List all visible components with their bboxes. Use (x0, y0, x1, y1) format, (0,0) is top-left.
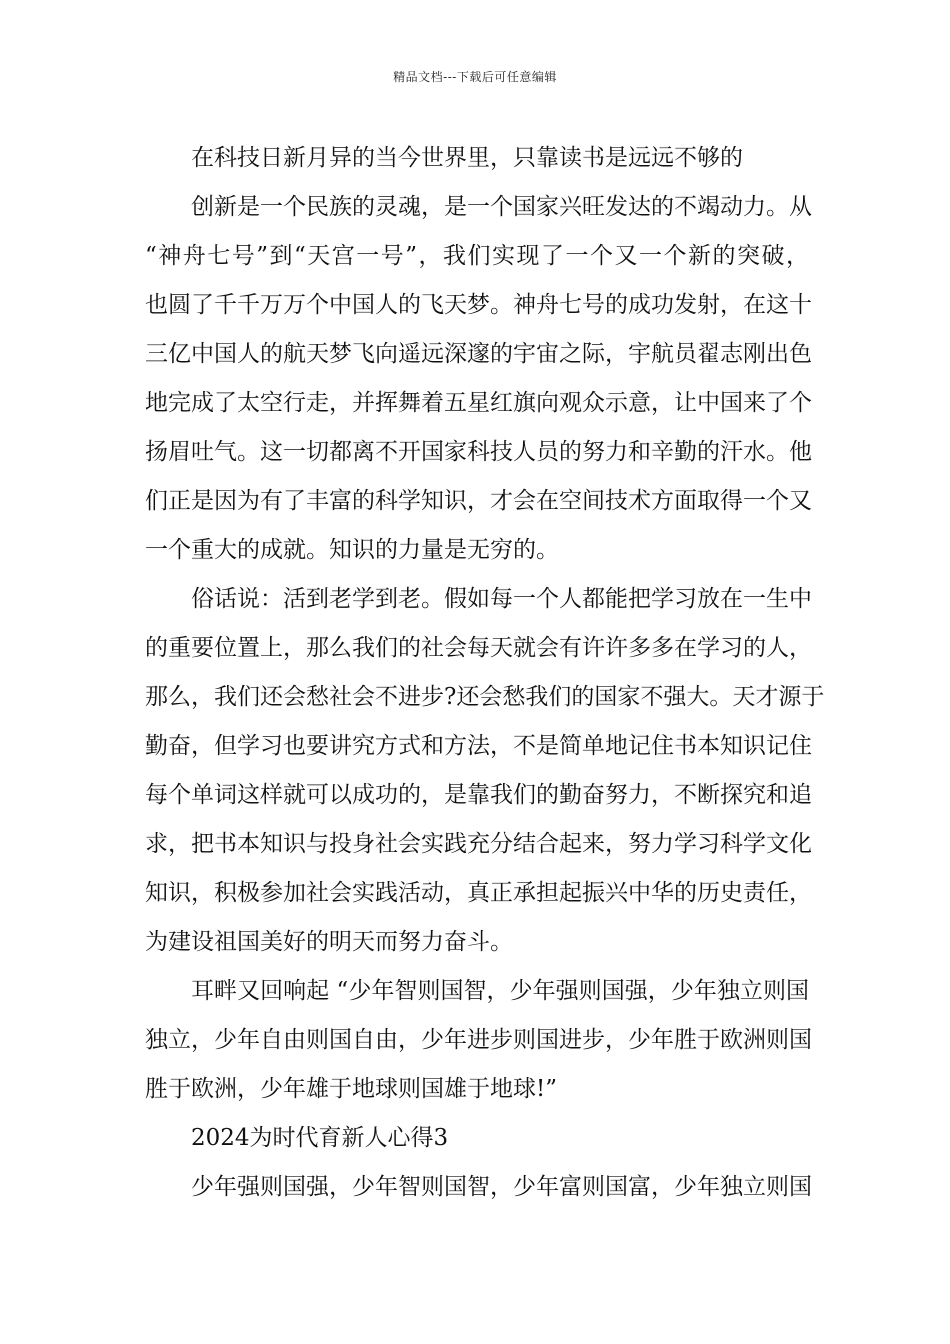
paragraph-line: 创新是一个民族的灵魂，是一个国家兴旺发达的不竭动力。从 (191, 194, 812, 220)
paragraph-2 (145, 183, 812, 575)
paragraph-line: 三亿中国人的航天梦飞向遥远深邃的宇宙之际，宇航员翟志刚出色 (145, 341, 812, 367)
paragraph-3 (145, 575, 825, 967)
paragraph-line: 知识，积极参加社会实践活动，真正承担起振兴中华的历史责任， (145, 880, 812, 906)
paragraph-line: 一个重大的成就。知识的力量是无穷的。 (145, 537, 559, 563)
paragraph-line: 求，把书本知识与投身社会实践充分结合起来，努力学习科学文化 (145, 831, 812, 857)
paragraph-line: 们正是因为有了丰富的科学知识，才会在空间技术方面取得一个又 (145, 488, 812, 514)
paragraph-line: 在科技日新月异的当今世界里，只靠读书是远远不够的 (191, 145, 743, 171)
paragraph-line: 耳畔又回响起 “少年智则国智，少年强则国强，少年独立则国 (191, 978, 809, 1004)
paragraph-6 (145, 1163, 812, 1212)
paragraph-line: 那么，我们还会愁社会不进步?还会愁我们的国家不强大。天才源于 (145, 684, 825, 710)
paragraph-4 (145, 967, 812, 1114)
paragraph-line: 少年强则国强，少年智则国智，少年富则国富，少年独立则国 (191, 1174, 812, 1200)
paragraph-line: 也圆了千千万万个中国人的飞天梦。神舟七号的成功发射，在这十 (145, 292, 812, 318)
paragraph-line: 地完成了太空行走，并挥舞着五星红旗向观众示意，让中国来了个 (145, 390, 812, 416)
paragraph-line: 俗话说：活到老学到老。假如每一个人都能把学习放在一生中 (191, 586, 812, 612)
paragraph-line: 独立，少年自由则国自由，少年进步则国进步，少年胜于欧洲则国 (145, 1027, 812, 1053)
paragraph-line: 勤奋，但学习也要讲究方式和方法，不是简单地记住书本知识记住 (145, 733, 812, 759)
section-heading (145, 1114, 809, 1163)
paragraph-line: 胜于欧洲，少年雄于地球则国雄于地球!” (145, 1076, 558, 1102)
paragraph-line: 2024为时代育新人心得3 (191, 1125, 449, 1151)
paragraph-line: 的重要位置上，那么我们的社会每天就会有许许多多在学习的人， (145, 635, 812, 661)
paragraph-line: “神舟七号”到“天宫一号”，我们实现了一个又一个新的突破， (145, 243, 809, 269)
paragraph-line: 扬眉吐气。这一切都离不开国家科技人员的努力和辛勤的汗水。他 (145, 439, 812, 465)
document-body (145, 134, 825, 1212)
paragraph-line: 每个单词这样就可以成功的，是靠我们的勤奋努力，不断探究和追 (145, 782, 812, 808)
page-header: 精品文档---下载后可任意编辑 (393, 70, 557, 84)
paragraph-line: 为建设祖国美好的明天而努力奋斗。 (145, 929, 513, 955)
paragraph-1 (145, 134, 809, 183)
